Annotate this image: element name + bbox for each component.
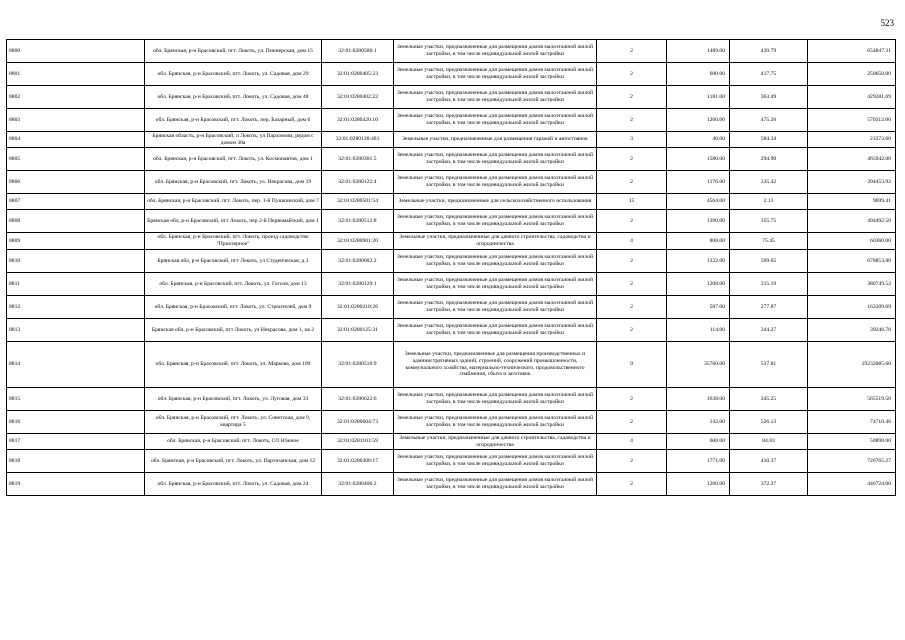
cadastral-number-cell: 32:01:0280122:4 — [322, 171, 394, 194]
rate-cell: 2.13 — [730, 194, 808, 210]
table-row — [7, 171, 896, 194]
group-cell: 3 — [597, 132, 667, 148]
row-id-cell: 8809 — [7, 233, 145, 250]
group-cell: 2 — [597, 473, 667, 496]
row-id-cell: 8819 — [7, 473, 145, 496]
cadastral-number-cell: 32:01:0280128:481 — [322, 132, 394, 148]
area-cell: 1176.00 — [667, 171, 730, 194]
address-cell: обл. Брянская, р-н Брасовский, пгт. Локоть, пер. 1-й Пушкинский, дом 7 — [145, 194, 322, 210]
cadastral-number-cell: 32:01:0280604:73 — [322, 411, 394, 434]
land-purpose-cell: Земельные участки, предназначенные для размещения домов малоэтажной жилой застройки, в том числе индивидуальной жилой застройки — [394, 63, 597, 86]
cadastral-number-cell: 32:01:0280125:31 — [322, 319, 394, 342]
group-cell: 15 — [597, 194, 667, 210]
cadastral-number-cell: 32:01:0280602:2 — [322, 250, 394, 273]
table-body — [7, 40, 896, 496]
land-purpose-cell: Земельные участки, предназначенные для размещения домов малоэтажной жилой застройки, в том числе индивидуальной жилой застройки — [394, 86, 597, 109]
address-cell: Брянская обл, р-н Брасовский, пгт Локоть, ул Студенческая, д.1 — [145, 250, 322, 273]
table-row — [7, 434, 896, 450]
group-cell: 2 — [597, 319, 667, 342]
address-cell: Брянская обл, р-н Брасовский, пгт Локоть, пер 2-й Первомайский, дом 1 — [145, 210, 322, 233]
area-cell: 1332.00 — [667, 250, 730, 273]
row-id-cell: 8818 — [7, 450, 145, 473]
group-cell: 4 — [597, 434, 667, 450]
rate-cell: 417.75 — [730, 63, 808, 86]
address-cell: обл. Брянская, р-н Брасовский, пгт. Локоть, ул. Пионерская, дом 15 — [145, 40, 322, 63]
cadastral-value-cell: 570312.00 — [808, 109, 896, 132]
address-cell: обл. Брянская, р-н Брасовский, пгт. Локоть, ул. Садовая, дом 48 — [145, 86, 322, 109]
cadastral-number-cell: 32:01:0280501:54 — [322, 194, 394, 210]
table-row — [7, 250, 896, 273]
rate-cell: 584.34 — [730, 132, 808, 148]
cadastral-value-cell: 494492.50 — [808, 210, 896, 233]
cadastral-value-cell: 446724.00 — [808, 473, 896, 496]
table-row — [7, 86, 896, 109]
area-cell: 35760.00 — [667, 342, 730, 388]
rate-cell: 84.83 — [730, 434, 808, 450]
group-cell: 2 — [597, 171, 667, 194]
table-row — [7, 319, 896, 342]
cadastral-value-cell: 726765.27 — [808, 450, 896, 473]
rate-cell: 344.27 — [730, 319, 808, 342]
area-cell: 1580.00 — [667, 148, 730, 171]
address-cell: обл. Брянская, р-н Брасовский, пгт. Локоть, пер. Базарный, дом 6 — [145, 109, 322, 132]
group-cell: 2 — [597, 210, 667, 233]
table-row — [7, 273, 896, 296]
address-cell: обл. Брянская, р-н Брасовский, пгт. Локоть, ул. Садовая, дом 29 — [145, 63, 322, 86]
cadastral-number-cell: 32:01:0280405:23 — [322, 63, 394, 86]
land-purpose-cell: Земельные участки, предназначенные для размещения домов малоэтажной жилой застройки, в том числе индивидуальной жилой застройки — [394, 210, 597, 233]
cadastral-number-cell: 32:01:0280901:20 — [322, 233, 394, 250]
area-cell: 1390.00 — [667, 210, 730, 233]
rate-cell: 363.49 — [730, 86, 808, 109]
area-cell: 142.00 — [667, 411, 730, 434]
cadastral-value-cell: 465942.00 — [808, 148, 896, 171]
row-id-cell: 8811 — [7, 273, 145, 296]
rate-cell: 277.87 — [730, 296, 808, 319]
land-purpose-cell: Земельные участки, предназначенные для размещения производственных и административных зданий, строений, сооружений промышленности, коммунального хозяйства, материально-технического, продовольственного снабжения, сбыта и заготовок — [394, 342, 597, 388]
area-cell: 1771.00 — [667, 450, 730, 473]
land-purpose-cell: Земельные участки, предназначенные для размещения домов малоэтажной жилой застройки, в том числе индивидуальной жилой застройки — [394, 148, 597, 171]
cadastral-value-cell: 394453.92 — [808, 171, 896, 194]
table-row — [7, 210, 896, 233]
rate-cell: 526.13 — [730, 411, 808, 434]
area-cell: 4564.00 — [667, 194, 730, 210]
row-id-cell: 8812 — [7, 296, 145, 319]
cadastral-number-cell: 32:01:0280301:5 — [322, 148, 394, 171]
row-id-cell: 8801 — [7, 63, 145, 86]
group-cell: 4 — [597, 233, 667, 250]
group-cell: 2 — [597, 411, 667, 434]
address-cell: обл. Брянская, р-н Брасовский, пгт. Локоть, ул. Советская, дом 9, квартира 5 — [145, 411, 322, 434]
address-cell: Брянская обл, р-н Брасовский, пгт Локоть, ул Некрасова, дом 1, кв 2 — [145, 319, 322, 342]
address-cell: обл. Брянская, р-н Брасовский, пгт. Локоть, ул. Луговая, дом 33 — [145, 388, 322, 411]
row-id-cell: 8813 — [7, 319, 145, 342]
row-id-cell: 8807 — [7, 194, 145, 210]
row-id-cell: 8815 — [7, 388, 145, 411]
table-row — [7, 233, 896, 250]
group-cell: 2 — [597, 148, 667, 171]
table-row — [7, 194, 896, 210]
area-cell: 800.00 — [667, 233, 730, 250]
rate-cell: 439.79 — [730, 40, 808, 63]
rate-cell: 475.26 — [730, 109, 808, 132]
rate-cell: 335.42 — [730, 171, 808, 194]
row-id-cell: 8806 — [7, 171, 145, 194]
table-row — [7, 109, 896, 132]
table-row — [7, 342, 896, 388]
cadastral-value-cell: 380749.52 — [808, 273, 896, 296]
area-cell: 1200.00 — [667, 109, 730, 132]
row-id-cell: 8814 — [7, 342, 145, 388]
land-purpose-cell: Земельные участки, предназначенные для дачного строительства, садоводства и огородничества — [394, 434, 597, 450]
cadastral-number-cell: 32:01:0280306:17 — [322, 450, 394, 473]
land-purpose-cell: Земельные участки, предназначенные для размещения домов малоэтажной жилой застройки, в том числе индивидуальной жилой застройки — [394, 273, 597, 296]
area-cell: 600.00 — [667, 63, 730, 86]
group-cell: 2 — [597, 86, 667, 109]
rate-cell: 509.65 — [730, 250, 808, 273]
row-id-cell: 8816 — [7, 411, 145, 434]
row-id-cell: 8800 — [7, 40, 145, 63]
rate-cell: 345.25 — [730, 388, 808, 411]
group-cell: 2 — [597, 250, 667, 273]
address-cell: обл. Брянская, р-н Брасовский, пгт. Локоть, ул. Маркова, дом 109 — [145, 342, 322, 388]
land-registry-table — [6, 39, 896, 496]
address-cell: обл. Брянская, р-н Брасовский, пгт. Локоть, ул. Космонавтов, дом 1 — [145, 148, 322, 171]
address-cell: обл. Брянская, р-н Брасовский, пгт. Локоть, проезд садоводство "Приозерное" — [145, 233, 322, 250]
area-cell: 1489.00 — [667, 40, 730, 63]
land-purpose-cell: Земельные участки, предназначенные для размещения домов малоэтажной жилой застройки, в том числе индивидуальной жилой застройки — [394, 171, 597, 194]
cadastral-number-cell: 32:01:0280510:9 — [322, 342, 394, 388]
table-row — [7, 63, 896, 86]
area-cell: 587.00 — [667, 296, 730, 319]
page-number: 523 — [880, 18, 894, 28]
rate-cell: 315.19 — [730, 273, 808, 296]
cadastral-value-cell: 163109.69 — [808, 296, 896, 319]
rate-cell: 355.75 — [730, 210, 808, 233]
land-purpose-cell: Земельные участки, предназначенные для размещения домов малоэтажной жилой застройки, в том числе индивидуальной жилой застройки — [394, 296, 597, 319]
group-cell: 2 — [597, 388, 667, 411]
area-cell: 40.00 — [667, 132, 730, 148]
cadastral-value-cell: 678853.80 — [808, 250, 896, 273]
cadastral-value-cell: 19232085.60 — [808, 342, 896, 388]
cadastral-number-cell: 32:01:0280512:8 — [322, 210, 394, 233]
cadastral-number-cell: 32:01:0280210:26 — [322, 296, 394, 319]
cadastral-value-cell: 429281.69 — [808, 86, 896, 109]
cadastral-value-cell: 9699.41 — [808, 194, 896, 210]
cadastral-number-cell: 32:01:0280120:1 — [322, 273, 394, 296]
group-cell: 2 — [597, 450, 667, 473]
row-id-cell: 8810 — [7, 250, 145, 273]
address-cell: Брянская область, р-н Брасовский, п Локоть, ул Пархомова, рядом с домом 38а — [145, 132, 322, 148]
area-cell: 1208.00 — [667, 273, 730, 296]
address-cell: обл. Брянская, р-н Брасовский, пгт. Локоть, ул. Некрасова, дом 19 — [145, 171, 322, 194]
group-cell: 2 — [597, 273, 667, 296]
table-row — [7, 411, 896, 434]
land-purpose-cell: Земельные участки, предназначенные для размещения домов малоэтажной жилой застройки, в том числе индивидуальной жилой застройки — [394, 250, 597, 273]
rate-cell: 75.45 — [730, 233, 808, 250]
table-row — [7, 40, 896, 63]
table-row — [7, 388, 896, 411]
area-cell: 1181.00 — [667, 86, 730, 109]
row-id-cell: 8804 — [7, 132, 145, 148]
row-id-cell: 8817 — [7, 434, 145, 450]
table-row — [7, 450, 896, 473]
land-purpose-cell: Земельные участки, предназначенные для дачного строительства, садоводства и огородничества — [394, 233, 597, 250]
address-cell: обл. Брянская, р-н Брасовский, пгт. Локоть, ул. Партизанская, дом 12 — [145, 450, 322, 473]
cadastral-number-cell: 32:01:0280420:10 — [322, 109, 394, 132]
row-id-cell: 8805 — [7, 148, 145, 171]
group-cell: 9 — [597, 342, 667, 388]
address-cell: обл. Брянская, р-н Брасовский, пгт. Локоть, ул. Строителей, дом 9 — [145, 296, 322, 319]
land-purpose-cell: Земельные участки, предназначенные для сельскохозяйственного использования — [394, 194, 597, 210]
cadastral-value-cell: 74710.46 — [808, 411, 896, 434]
group-cell: 2 — [597, 296, 667, 319]
land-purpose-cell: Земельные участки, предназначенные для размещения домов малоэтажной жилой застройки, в том числе индивидуальной жилой застройки — [394, 450, 597, 473]
row-id-cell: 8803 — [7, 109, 145, 132]
cadastral-number-cell: 32:01:0280506:1 — [322, 40, 394, 63]
rate-cell: 537.81 — [730, 342, 808, 388]
cadastral-value-cell: 565519.50 — [808, 388, 896, 411]
rate-cell: 410.37 — [730, 450, 808, 473]
area-cell: 1638.00 — [667, 388, 730, 411]
address-cell: обл. Брянская, р-н Брасовский, пгт. Локоть, ул. Гоголя, дом 13 — [145, 273, 322, 296]
cadastral-value-cell: 654847.31 — [808, 40, 896, 63]
cadastral-number-cell: 32:01:0281101:59 — [322, 434, 394, 450]
cadastral-number-cell: 32:01:0280622:6 — [322, 388, 394, 411]
cadastral-value-cell: 23373.60 — [808, 132, 896, 148]
area-cell: 600.00 — [667, 434, 730, 450]
table-row — [7, 132, 896, 148]
land-purpose-cell: Земельные участки, предназначенные для размещения домов малоэтажной жилой застройки, в том числе индивидуальной жилой застройки — [394, 40, 597, 63]
row-id-cell: 8802 — [7, 86, 145, 109]
table-row — [7, 148, 896, 171]
area-cell: 114.00 — [667, 319, 730, 342]
group-cell: 2 — [597, 40, 667, 63]
row-id-cell: 8808 — [7, 210, 145, 233]
cadastral-value-cell: 39246.78 — [808, 319, 896, 342]
land-purpose-cell: Земельные участки, предназначенные для размещения домов малоэтажной жилой застройки, в том числе индивидуальной жилой застройки — [394, 319, 597, 342]
cadastral-number-cell: 32:01:0280402:22 — [322, 86, 394, 109]
table-row — [7, 296, 896, 319]
land-purpose-cell: Земельные участки, предназначенные для размещения домов малоэтажной жилой застройки, в том числе индивидуальной жилой застройки — [394, 411, 597, 434]
land-purpose-cell: Земельные участки, предназначенные для размещения домов малоэтажной жилой застройки, в том числе индивидуальной жилой застройки — [394, 473, 597, 496]
table-row — [7, 473, 896, 496]
area-cell: 1200.00 — [667, 473, 730, 496]
cadastral-value-cell: 250650.00 — [808, 63, 896, 86]
address-cell: обл. Брянская, р-н Брасовский, пгт. Локоть, СО Южное — [145, 434, 322, 450]
group-cell: 2 — [597, 63, 667, 86]
cadastral-value-cell: 50898.00 — [808, 434, 896, 450]
rate-cell: 294.90 — [730, 148, 808, 171]
cadastral-value-cell: 60360.00 — [808, 233, 896, 250]
address-cell: обл. Брянская, р-н Брасовский, пгт. Локоть, ул. Садовая, дом 24 — [145, 473, 322, 496]
land-purpose-cell: Земельные участки, предназначенные для размещения домов малоэтажной жилой застройки, в том числе индивидуальной жилой застройки — [394, 388, 597, 411]
land-purpose-cell: Земельные участки, предназначенные для размещения домов малоэтажной жилой застройки, в том числе индивидуальной жилой застройки — [394, 109, 597, 132]
group-cell: 2 — [597, 109, 667, 132]
land-purpose-cell: Земельные участки, предназначенные для размещения гаражей и автостоянок — [394, 132, 597, 148]
cadastral-number-cell: 32:01:0280406:2 — [322, 473, 394, 496]
rate-cell: 372.27 — [730, 473, 808, 496]
